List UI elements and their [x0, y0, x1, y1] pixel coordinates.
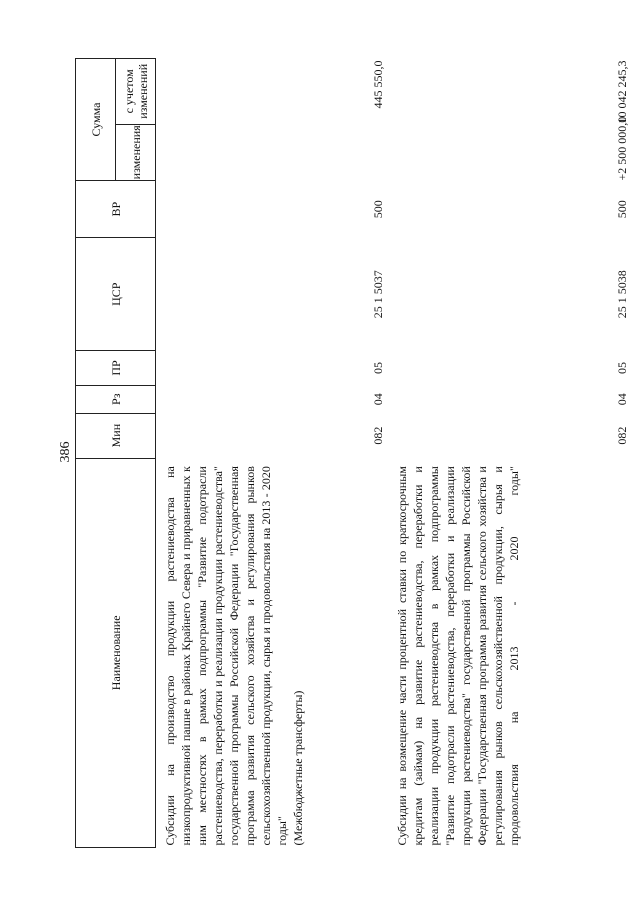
table-row — [156, 59, 389, 848]
row-rz: 04 — [615, 393, 629, 406]
budget-table — [75, 58, 632, 848]
row-name: Субсидии на производство продукции растениеводства на низкопродуктивной пашне в районах Крайнего Севера и приравненных к ним местностях в рамках подпрограммы "Развитие подотрасли растениеводства, переработки и реализации продукции растениеводства" государственной программы Российской Федерации "Государственная программа развития сельского хозяйства и регулирования рынков сельскохозяйственной продукции, сырья и продовольствия на 2013 - 2020 годы" — [163, 466, 289, 846]
row-vr: 500 — [371, 200, 385, 219]
header-pr: ПР — [76, 351, 156, 386]
row-csr: 25 1 5038 — [615, 270, 629, 319]
row-name-cell — [388, 458, 632, 847]
header-csr: ЦСР — [76, 238, 156, 351]
header-min: Мин — [76, 413, 156, 458]
row-name: Субсидии на возмещение части процентной ставки по краткосрочным кредитам (займам) на развитие растениеводства, переработки и реализации продукции растениеводства в рамках подпрограммы "Развитие подотрасли растениеводства, переработки и реализации продукции растениеводства" государственной программы Российской Федерации "Государственная программа развития сельского хозяйства и регулирования рынков сельскохозяйственной продукции, сырья и продовольствия на 2013 - 2020 годы" — [395, 466, 521, 846]
page-number: 386 — [58, 441, 73, 463]
row-ucet: 445 550,0 — [371, 60, 385, 109]
header-izm: изменения — [116, 124, 156, 180]
row-rz: 04 — [371, 393, 385, 406]
header-ucet: с учетом изменений — [116, 59, 156, 125]
row-csr: 25 1 5037 — [371, 270, 385, 319]
row-name-tail: (Межбюджетные трансферты) — [291, 690, 305, 846]
header-vr: ВР — [76, 181, 156, 238]
row-min: 082 — [371, 426, 385, 445]
row-pr: 05 — [371, 362, 385, 374]
row-izm: +2 500 000,0 — [615, 116, 629, 181]
row-ucet: 10 042 245,3 — [615, 60, 629, 124]
row-vr: 500 — [615, 200, 629, 219]
header-rz: Рз — [76, 385, 156, 413]
header-sum: Сумма — [76, 59, 116, 181]
row-name-cell — [156, 458, 389, 847]
rotated-page — [75, 58, 640, 848]
row-pr: 05 — [615, 362, 629, 374]
header-name: Наименование — [76, 458, 156, 847]
row-min: 082 — [615, 426, 629, 445]
row-izm — [156, 124, 389, 180]
table-row — [388, 59, 632, 848]
